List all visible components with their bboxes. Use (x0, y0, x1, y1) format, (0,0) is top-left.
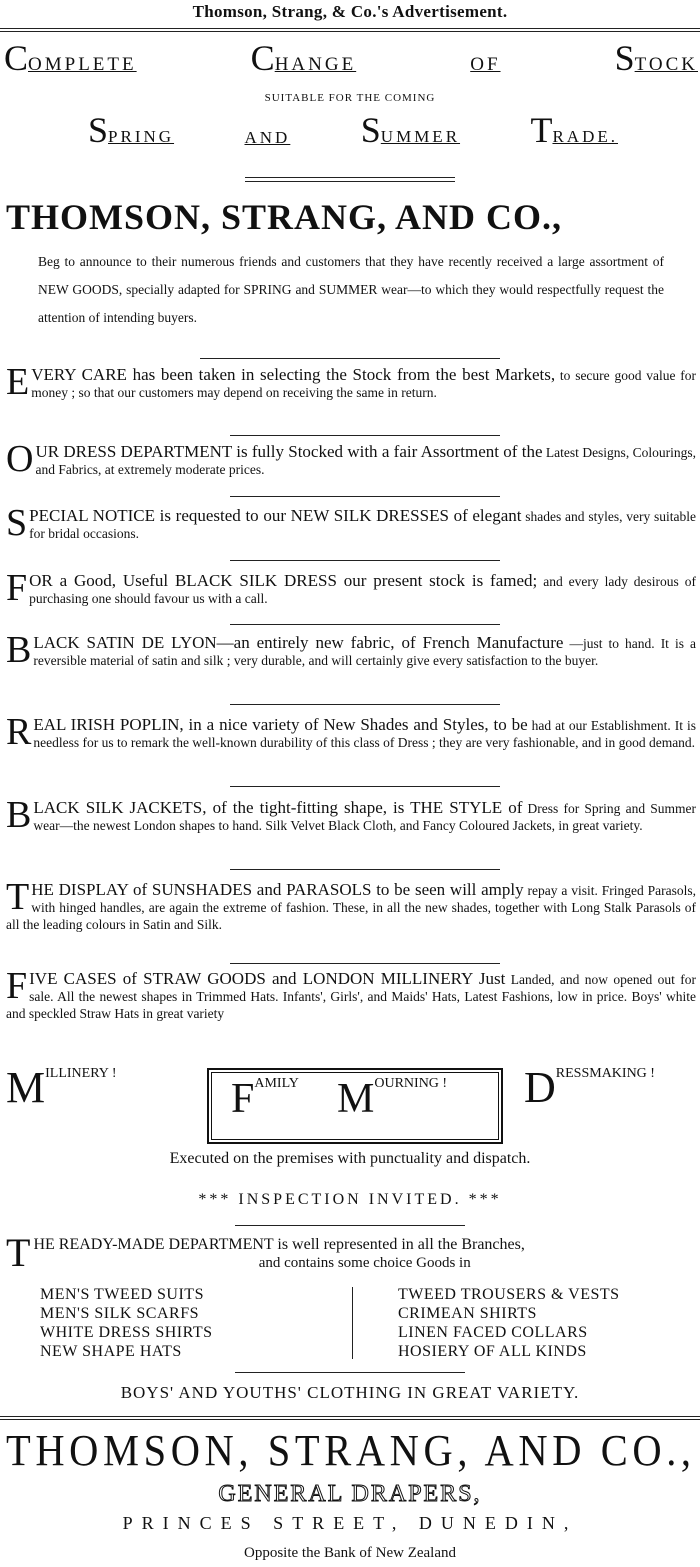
divider (0, 1419, 700, 1420)
section-irish-poplin: REAL IRISH POPLIN, in a nice variety of New Shades and Styles, to be had at our Establishment. It is needless for us to remark the well-known durability of this class of Dress ; they are very fashionable, and in good demand. (6, 711, 696, 753)
list-item: MEN'S TWEED SUITS (40, 1286, 204, 1303)
right-goods-list (398, 1285, 620, 1361)
season-word: SUMMER (360, 110, 461, 150)
divider (230, 435, 500, 436)
section-every-care: EVERY CARE has been taken in selecting the Stock from the best Markets, to secure good value for money ; so that our customers may depend on receiving the same in return. (6, 361, 697, 403)
headline-complete-change-of-stock (4, 40, 698, 76)
divider (230, 560, 500, 561)
headline-word: OF (470, 54, 501, 75)
firm-name: THOMSON, STRANG, AND CO., (6, 197, 563, 237)
top-rule-2 (0, 31, 700, 32)
top-rule (0, 28, 700, 29)
list-item: NEW SHAPE HATS (40, 1343, 182, 1360)
list-item: LINEN FACED COLLARS (398, 1324, 588, 1341)
ready-made-section: T HE READY-MADE DEPARTMENT is well represented in all the Branches, and contains some choice Goods in (6, 1230, 525, 1275)
divider (230, 624, 500, 625)
inspection-invited: *** INSPECTION INVITED. *** (198, 1191, 502, 1208)
divider (230, 704, 500, 705)
divider (245, 177, 455, 178)
suitable-line: SUITABLE FOR THE COMING (264, 92, 436, 104)
executed-line: Executed on the premises with punctuality and dispatch. (169, 1150, 531, 1167)
list-item: HOSIERY OF ALL KINDS (398, 1343, 587, 1360)
millinery-heading: M ILLINERY ! (6, 1063, 117, 1112)
left-goods-list (40, 1285, 213, 1361)
season-word: AND (244, 128, 291, 147)
section-straw-goods: FIVE CASES of STRAW GOODS and LONDON MILLINERY Just Landed, and now opened out for sale. All the newest shapes in Trimmed Hats. Infants', Girls', and Maids' Hats, Latest Fashions, low in price. Boys' white and speckled Straw Hats in great variety (6, 965, 696, 1021)
divider (235, 1372, 465, 1373)
divider (230, 496, 500, 497)
list-item: MEN'S SILK SCARFS (40, 1305, 199, 1322)
firm-intro: Beg to announce to their numerous friends and customers that they have recently received a large assortment of NEW GOODS, specially adapted for SPRING and SUMMER wear—to which they would respectfully request the attention of intending buyers. (38, 254, 664, 325)
column-divider (352, 1287, 353, 1359)
section-dress-department: OUR DRESS DEPARTMENT is fully Stocked with a fair Assortment of the Latest Designs, Colourings, and Fabrics, at extremely moderate prices. (6, 438, 696, 480)
family-mourning-box: F AMILY M OURNING ! (207, 1068, 503, 1144)
divider (0, 1416, 700, 1417)
section-black-silk-dress: FOR a Good, Useful BLACK SILK DRESS our present stock is famed; and every lady desirous of purchasing one should favour us with a call. (6, 567, 696, 609)
general-drapers: GENERAL DRAPERS, (218, 1481, 482, 1507)
list-item: CRIMEAN SHIRTS (398, 1305, 537, 1322)
divider (230, 963, 500, 964)
advertisement-title: Thomson, Strang, & Co.'s Advertisement. (192, 2, 508, 21)
list-item: TWEED TROUSERS & VESTS (398, 1286, 620, 1303)
section-silk-jackets: BLACK SILK JACKETS, of the tight-fitting shape, is THE STYLE of Dress for Spring and Summer wear—the newest London shapes to hand. Silk Velvet Black Cloth, and Fancy Coloured Jackets, in great variety. (6, 794, 696, 836)
address-line: PRINCES STREET, DUNEDIN, (122, 1513, 578, 1533)
list-item: WHITE DRESS SHIRTS (40, 1324, 213, 1341)
section-special-notice: SPECIAL NOTICE is requested to our NEW SILK DRESSES of elegant shades and styles, very suitable for bridal occasions. (6, 502, 697, 544)
boys-clothing-line: BOYS' AND YOUTHS' CLOTHING IN GREAT VARIETY. (120, 1383, 580, 1402)
headline-word: COMPLETE (4, 38, 137, 78)
footer-firm-name: THOMSON, STRANG, AND CO., (6, 1426, 696, 1475)
divider (200, 358, 500, 359)
headline-word: CHANGE (250, 38, 357, 78)
dressmaking-heading: D RESSMAKING ! (524, 1063, 655, 1112)
section-black-satin: BLACK SATIN DE LYON—an entirely new fabric, of French Manufacture —just to hand. It is a reversible material of satin and silk ; very durable, and will certainly give every satisfaction to the buyer. (6, 629, 696, 671)
divider (230, 786, 500, 787)
headline-word: STOCK (614, 38, 698, 78)
season-word: SPRING (88, 110, 175, 150)
divider (245, 181, 455, 182)
headline-spring-summer-trade (88, 112, 618, 148)
divider (230, 869, 500, 870)
section-sunshades: THE DISPLAY of SUNSHADES and PARASOLS to be seen will amply repay a visit. Fringed Parasols, with hinged handles, are again the extreme of fashion. These, in all the new shades, together with Long Stalk Parasols of all the leading colours in Satin and Silk. (6, 876, 696, 932)
opposite-bank-line: Opposite the Bank of New Zealand (243, 1545, 457, 1561)
season-word: TRADE. (530, 110, 618, 150)
divider (235, 1225, 465, 1226)
